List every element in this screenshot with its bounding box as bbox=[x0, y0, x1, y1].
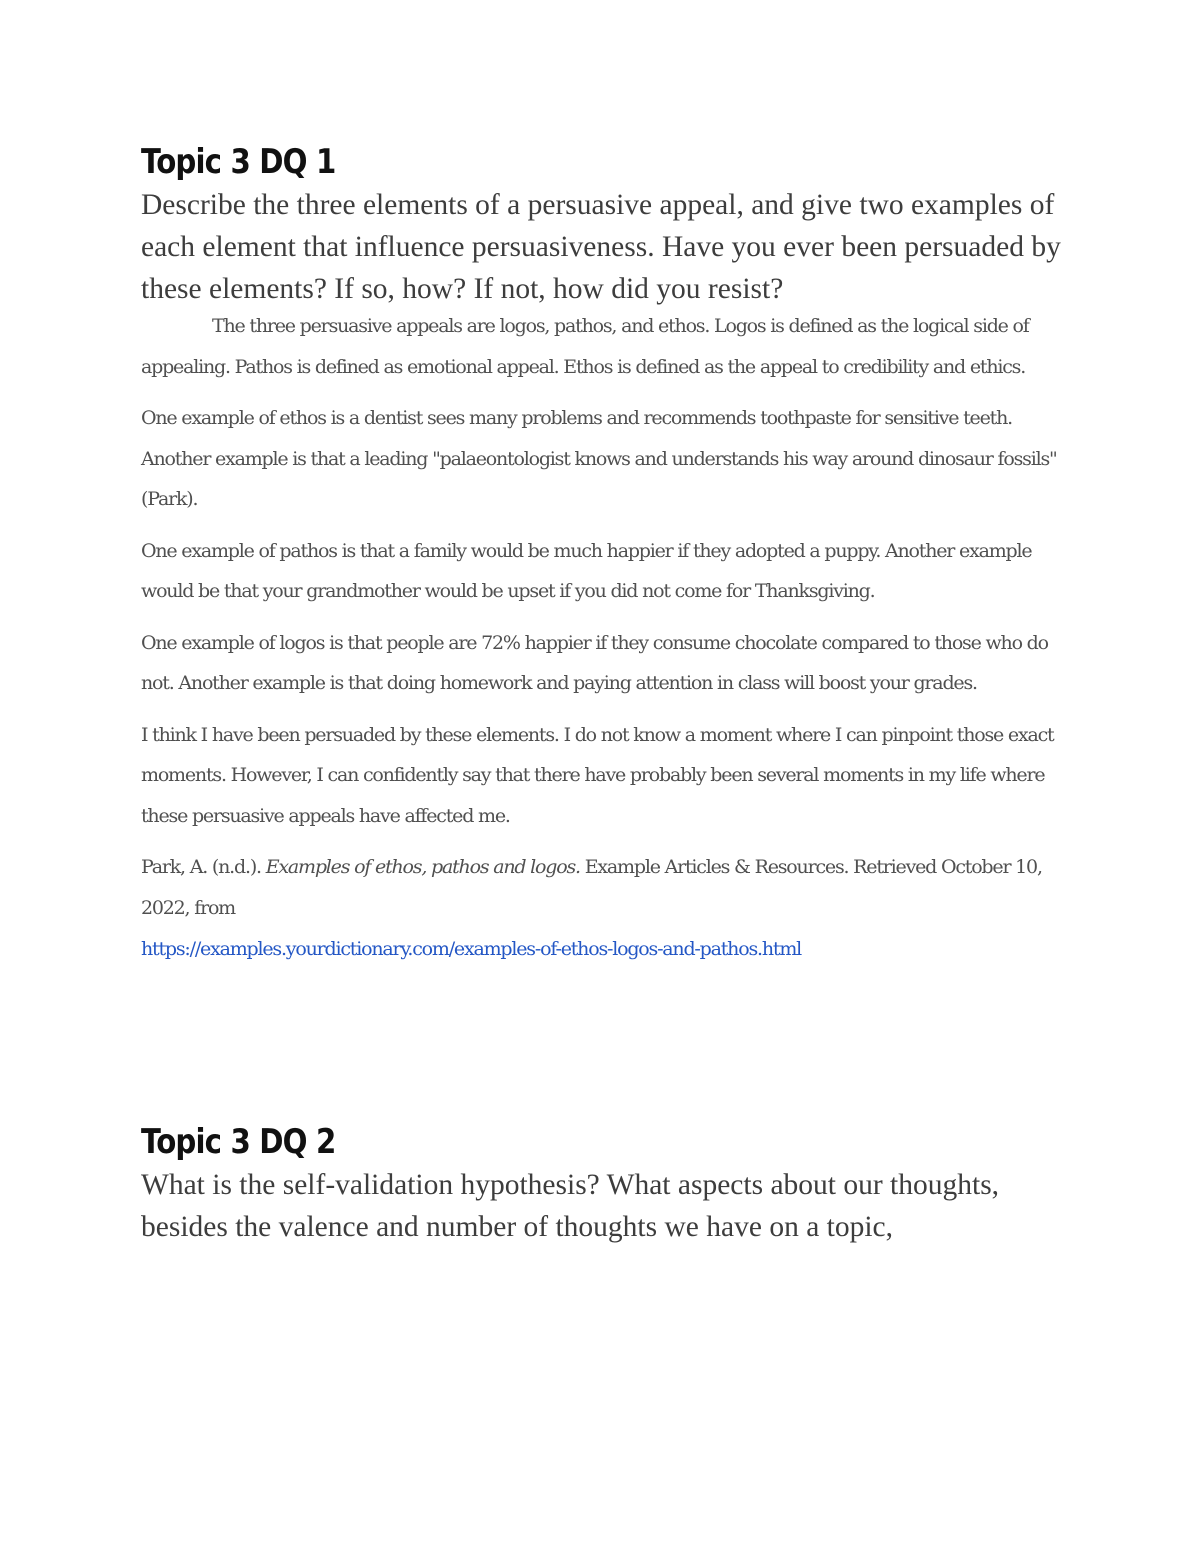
dq1-paragraph-appeals: The three persuasive appeals are logos, pathos, and ethos. Logos is defined as the logical side of appealing. Pathos is defined as emotional appeal. Ethos is defined as the appeal to credibility and ethics. bbox=[141, 315, 1029, 378]
dq2-section bbox=[141, 1120, 1061, 1248]
citation-author-date: Park, A. (n.d.). bbox=[141, 856, 266, 878]
dq1-paragraph-reflection: I think I have been persuaded by these elements. I do not know a moment where I can pinpoint those exact moments. However, I can confidently say that there have probably been several moments in my life where these persuasive appeals have affected me. bbox=[141, 723, 1054, 827]
dq1-paragraph-ethos: One example of ethos is a dentist sees many problems and recommends toothpaste for sensitive teeth. Another example is that a leading "palaeontologist knows and understands his way around dinosaur fossils" (Park). bbox=[141, 407, 1057, 510]
dq1-paragraph-logos: One example of logos is that people are 72% happier if they consume chocolate compared to those who do not. Another example is that doing homework and paying attention in class will boost your grades. bbox=[141, 631, 1048, 694]
dq1-heading: Topic 3 DQ 1 bbox=[141, 142, 336, 182]
citation-url-link[interactable]: https://examples.yourdictionary.com/examples-of-ethos-logos-and-pathos.html bbox=[141, 938, 802, 960]
section-spacer bbox=[141, 970, 1061, 1120]
dq1-section bbox=[141, 140, 1061, 970]
citation-title: Examples of ethos, pathos and logos. bbox=[265, 856, 580, 878]
dq2-heading: Topic 3 DQ 2 bbox=[141, 1122, 336, 1162]
dq1-prompt: Describe the three elements of a persuasive appeal, and give two examples of each element that influence persuasiveness. Have you ever been persuaded by these elements? If so, how? If not, how did you resist? bbox=[141, 189, 1061, 305]
citation-source: Example Articles & Resources. Retrieved October 10, 2022, from bbox=[141, 856, 1042, 919]
dq1-paragraph-pathos: One example of pathos is that a family would be much happier if they adopted a puppy. Another example would be that your grandmother would be upset if you did not come for Thanksgiving. bbox=[141, 539, 1032, 602]
reference-citation bbox=[141, 847, 1061, 970]
document-page bbox=[141, 140, 1061, 1248]
dq2-prompt: What is the self-validation hypothesis? What aspects about our thoughts, besides the valence and number of thoughts we have on a topic, bbox=[141, 1169, 1000, 1243]
